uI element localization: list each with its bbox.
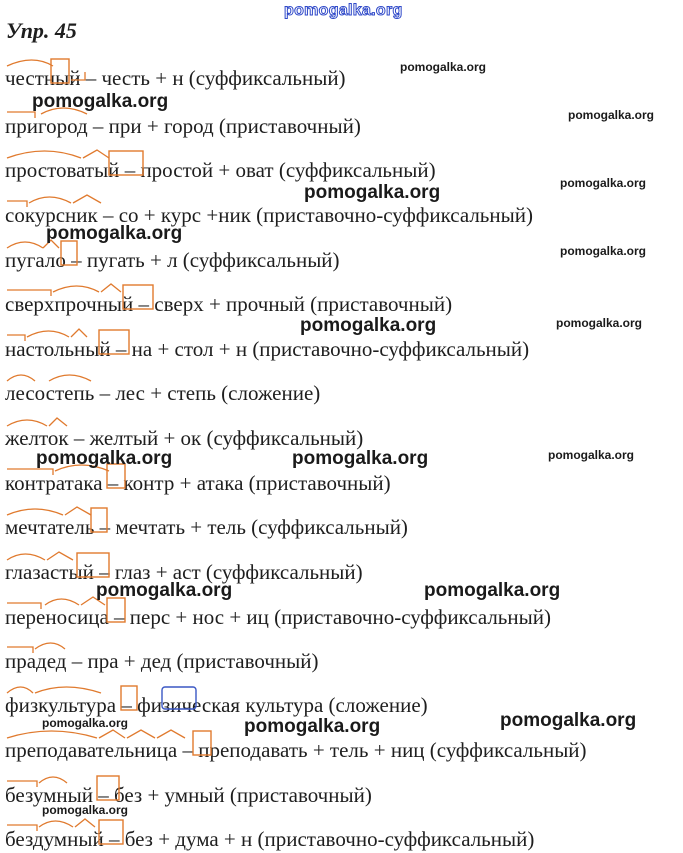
entry-line <box>5 248 340 272</box>
morpheme-word <box>5 337 116 361</box>
watermark: pomogalka.org <box>42 803 129 817</box>
entry-line <box>5 426 363 450</box>
word-text: сокурсник <box>5 203 98 227</box>
watermark: pomogalka.org <box>500 710 637 731</box>
derivation-text: – честь + н (суффиксальный) <box>85 66 346 90</box>
derivation-text: – лес + степь (сложение) <box>99 381 321 405</box>
watermark: pomogalka.org <box>424 580 561 601</box>
watermark: pomogalka.org <box>400 60 487 74</box>
entry-line <box>5 649 318 673</box>
word-text: пугало <box>5 248 66 272</box>
morpheme-word <box>5 605 114 629</box>
morpheme-word <box>5 292 139 316</box>
morpheme-word <box>5 515 100 539</box>
entry-line <box>5 114 361 138</box>
watermark: pomogalka.org <box>42 716 129 730</box>
watermark: pomogalka.org <box>244 716 381 737</box>
entry-line <box>5 337 529 361</box>
word-text: преподавательница <box>5 738 178 762</box>
derivation-text: – мечтать + тель (суффиксальный) <box>99 515 408 539</box>
morpheme-word <box>5 114 93 138</box>
word-text: бездумный <box>5 827 104 851</box>
watermark: pomogalka.org <box>36 448 173 469</box>
word-text: переносица <box>5 605 109 629</box>
derivation-text: – при + город (приставочный) <box>92 114 361 138</box>
word-text: контратака <box>5 471 103 495</box>
derivation-text: – преподавать + тель + ниц (суффиксальный) <box>182 738 587 762</box>
morpheme-word <box>5 248 71 272</box>
watermark: pomogalka.org <box>300 315 437 336</box>
watermark: pomogalka.org <box>568 108 655 122</box>
entry-line <box>5 158 436 182</box>
word-text: желток <box>5 426 69 450</box>
morpheme-word <box>5 381 100 405</box>
entry-line <box>5 292 452 316</box>
morpheme-word <box>5 649 72 673</box>
entry-line <box>5 693 428 717</box>
derivation-text: – без + дума + н (приставочно-суффиксальный) <box>108 827 535 851</box>
entry-line <box>5 381 320 405</box>
morpheme-word <box>5 693 121 717</box>
watermark: pomogalka.org <box>560 244 647 258</box>
watermark: pomogalka.org <box>548 448 635 462</box>
morpheme-word <box>5 560 99 584</box>
exercise-title: Упр. 45 <box>6 18 77 43</box>
watermark: pomogalka.org <box>304 182 441 203</box>
word-text: глазастый <box>5 560 94 584</box>
derivation-text: – физическая культура (сложение) <box>121 693 428 717</box>
word-text: мечтатель <box>5 515 95 539</box>
word-text: физкультура <box>5 693 117 717</box>
derivation-text: – сверх + прочный (приставочный) <box>138 292 453 316</box>
word-text: безумный <box>5 783 93 807</box>
entry-line <box>5 471 391 495</box>
word-text: лесостепь <box>5 381 95 405</box>
watermark: pomogalka.org <box>96 580 233 601</box>
entry-line <box>5 515 408 539</box>
entry-line <box>5 605 551 629</box>
derivation-text: – глаз + аст (суффиксальный) <box>99 560 363 584</box>
word-text: настольный <box>5 337 111 361</box>
word-text: сверхпрочный <box>5 292 134 316</box>
watermark: pomogalka.org <box>32 91 169 112</box>
entry-line <box>5 66 346 90</box>
derivation-text: – пра + дед (приставочный) <box>71 649 319 673</box>
derivation-text: – контр + атака (приставочный) <box>107 471 391 495</box>
morpheme-word <box>5 827 109 851</box>
watermark: pomogalka.org <box>292 448 429 469</box>
watermark: pomogalka.org <box>560 176 647 190</box>
morpheme-word <box>5 738 182 762</box>
morpheme-word <box>5 66 86 90</box>
derivation-text: – желтый + ок (суффиксальный) <box>73 426 364 450</box>
word-text: простоватый <box>5 158 120 182</box>
derivation-text: – пугать + л (суффиксальный) <box>71 248 340 272</box>
derivation-text: – без + умный (приставочный) <box>98 783 372 807</box>
derivation-text: – со + курс +ник (приставочно-суффиксальный) <box>102 203 533 227</box>
watermark-top: pomogalka.org <box>284 2 403 19</box>
word-text: пригород <box>5 114 88 138</box>
morpheme-word <box>5 471 108 495</box>
word-text: честный <box>5 66 81 90</box>
derivation-text: – на + стол + н (приставочно-суффиксальный) <box>115 337 530 361</box>
entry-line <box>5 827 534 851</box>
morpheme-word <box>5 158 125 182</box>
morpheme-word <box>5 426 74 450</box>
word-text: прадед <box>5 649 67 673</box>
entry-line <box>5 738 587 762</box>
watermark: pomogalka.org <box>46 223 183 244</box>
derivation-text: – простой + оват (суффиксальный) <box>124 158 436 182</box>
watermark: pomogalka.org <box>556 316 643 330</box>
derivation-text: – перс + нос + иц (приставочно-суффиксальный) <box>114 605 551 629</box>
